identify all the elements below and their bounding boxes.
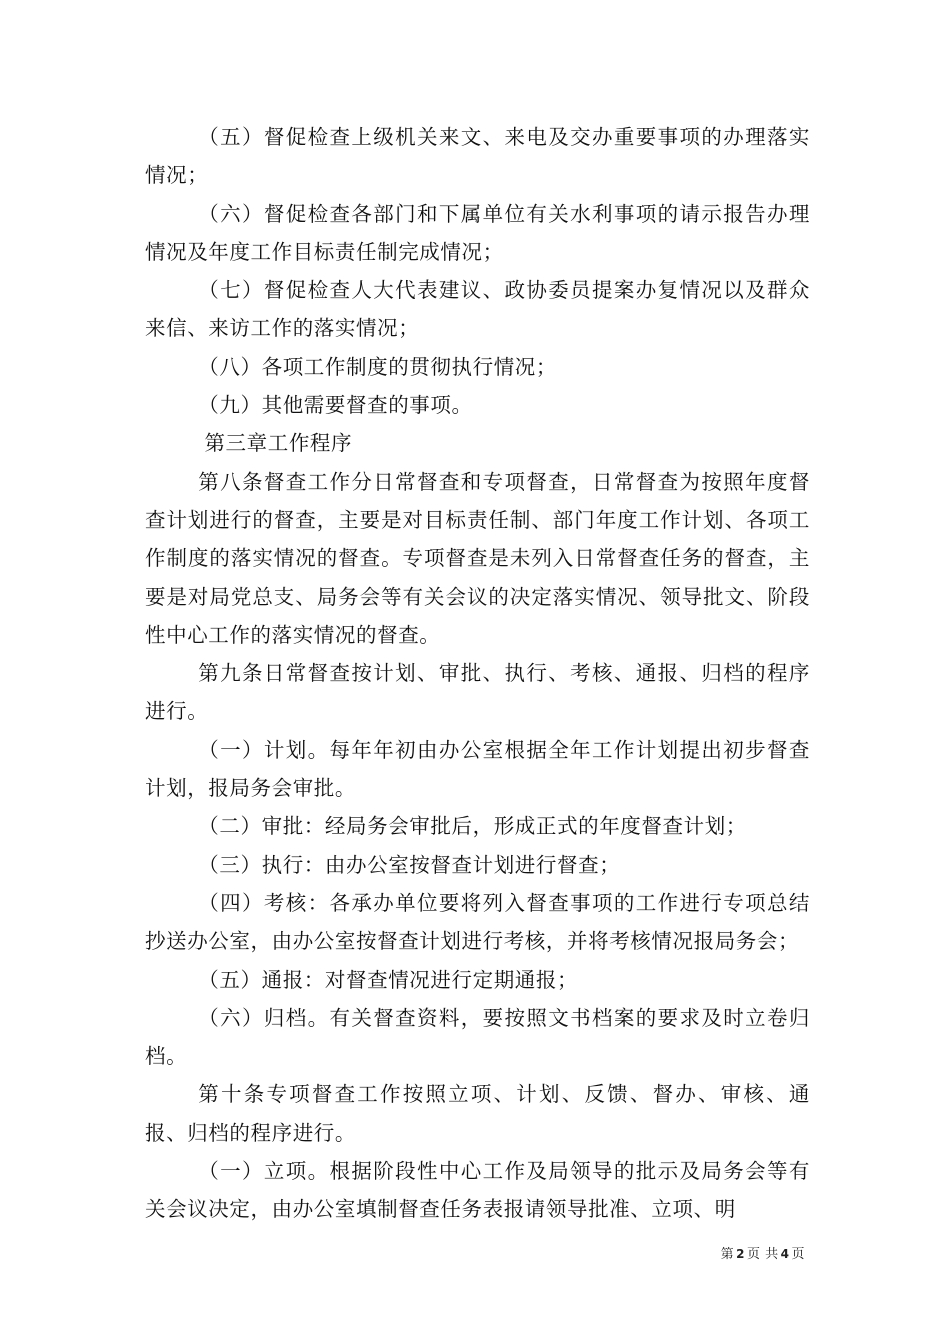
footer-suffix: 页 <box>791 1247 805 1262</box>
footer-prefix: 第 <box>720 1247 735 1262</box>
article-9-step-4: （四）考核：各承办单位要将列入督查事项的工作进行专项总结抄送办公室，由办公室按督查计划进行考核，并将考核情况报局务会； <box>145 890 810 954</box>
article-9-step-6: （六）归档。有关督查资料，要按照文书档案的要求及时立卷归档。 <box>145 1005 810 1069</box>
current-page-number: 2 <box>736 1247 745 1261</box>
document-body <box>145 118 810 1229</box>
paragraph-item-7: （七）督促检查人大代表建议、政协委员提案办复情况以及群众来信、来访工作的落实情况； <box>145 278 810 341</box>
article-9-step-3: （三）执行：由办公室按督查计划进行督查； <box>198 852 621 877</box>
paragraph-item-9: （九）其他需要督查的事项。 <box>198 393 473 418</box>
article-9-step-5: （五）通报：对督查情况进行定期通报； <box>198 967 579 992</box>
paragraph-item-8: （八）各项工作制度的贯彻执行情况； <box>198 354 557 379</box>
article-9-step-2: （二）审批：经局务会审批后，形成正式的年度督查计划； <box>198 814 747 839</box>
article-9: 第九条日常督查按计划、审批、执行、考核、通报、归档的程序进行。 <box>145 661 810 724</box>
article-10: 第十条专项督查工作按照立项、计划、反馈、督办、审核、通报、归档的程序进行。 <box>145 1082 810 1145</box>
page-number-footer <box>721 1246 805 1263</box>
paragraph-item-5: （五）督促检查上级机关来文、来电及交办重要事项的办理落实情况； <box>145 125 810 188</box>
chapter-heading: 第三章工作程序 <box>204 431 353 456</box>
article-9-step-1: （一）计划。每年年初由办公室根据全年工作计划提出初步督查计划，报局务会审批。 <box>145 737 810 801</box>
article-10-step-1: （一）立项。根据阶段性中心工作及局领导的批示及局务会等有关会议决定，由办公室填制督查任务表报请领导批准、立项、明 <box>145 1159 810 1222</box>
footer-middle: 页 共 <box>746 1247 779 1262</box>
paragraph-item-6: （六）督促检查各部门和下属单位有关水利事项的请示报告办理情况及年度工作目标责任制完成情况； <box>145 201 810 264</box>
total-pages-number: 4 <box>780 1247 790 1261</box>
article-8: 第八条督查工作分日常督查和专项督查，日常督查为按照年度督查计划进行的督查，主要是对目标责任制、部门年度工作计划、各项工作制度的落实情况的督查。专项督查是未列入日常督查任务的督查，主要是对局党总支、局务会等有关会议的决定落实情况、领导批文、阶段性中心工作的落实情况的督查。 <box>145 469 810 647</box>
